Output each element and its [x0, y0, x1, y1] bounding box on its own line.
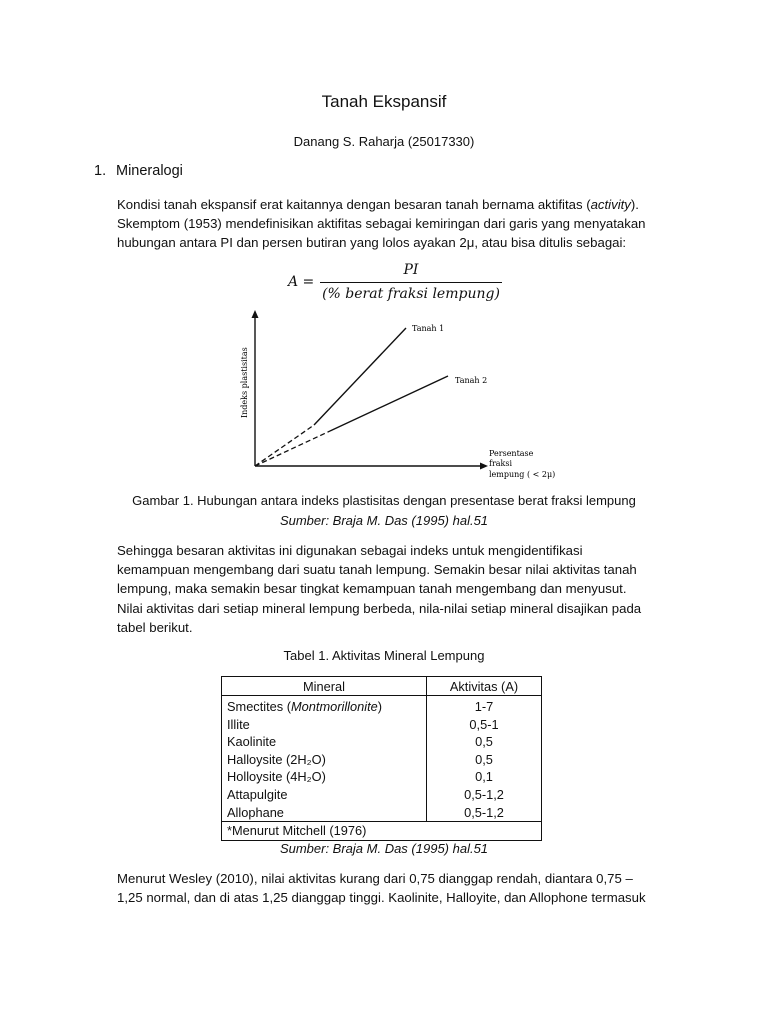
activity-cell: 1-7: [427, 696, 542, 716]
col-header-activity: Aktivitas (A): [427, 677, 542, 696]
author-line: Danang S. Raharja (25017330): [293, 134, 475, 149]
activity-table: [221, 676, 542, 841]
mineral-cell: Halloysite (2H₂O): [222, 751, 427, 769]
table-caption: Tabel 1. Aktivitas Mineral Lempung: [283, 648, 485, 663]
paragraph-3-line-1: Menurut Wesley (2010), nilai aktivitas kurang dari 0,75 dianggap rendah, diantara 0,75 –: [117, 871, 633, 886]
paragraph-2-line-4: Nilai aktivitas dari setiap mineral lempung berbeda, nila-nilai setiap mineral disajikan pada: [117, 600, 642, 616]
paragraph-2-line-1: Sehingga besaran aktivitas ini digunakan sebagai indeks untuk mengidentifikasi: [117, 543, 583, 558]
mineral-cell: Illite: [222, 716, 427, 734]
table-row: [222, 716, 542, 734]
tanah-1-label: Tanah 1: [412, 324, 445, 333]
section-number: 1.: [94, 163, 107, 179]
formula-lhs: A =: [288, 274, 315, 290]
table-row: [222, 786, 542, 804]
figure-caption: Gambar 1. Hubungan antara indeks plastisitas dengan presentase berat fraksi lempung: [132, 493, 636, 508]
mineral-cell: Allophane: [222, 804, 427, 822]
activity-cell: 0,5: [427, 733, 542, 751]
section-heading: [94, 163, 183, 179]
activity-cell: 0,1: [427, 768, 542, 786]
tanah-1-line: [314, 328, 406, 425]
document-title: Tanah Ekspansif: [321, 92, 447, 111]
mineral-cell: Holloysite (4H₂O): [222, 768, 427, 786]
figure-source: Sumber: Braja M. Das (1995) hal.51: [279, 513, 489, 528]
table-note: *Menurut Mitchell (1976): [222, 822, 542, 841]
table-note-row: [222, 822, 542, 841]
y-axis-arrow: [252, 310, 259, 318]
fraction-bar: [320, 282, 502, 283]
plasticity-figure: [230, 308, 570, 488]
tanah-2-label: Tanah 2: [455, 376, 488, 385]
x-axis-arrow: [480, 463, 488, 470]
col-header-mineral: Mineral: [222, 677, 427, 696]
activity-cell: 0,5-1,2: [427, 804, 542, 822]
paragraph-2-line-3: lempung, maka semakin besar tingkat kemampuan tanah mengembang dan menyusut.: [117, 581, 627, 597]
table-row: [222, 804, 542, 822]
tanah-2-line: [330, 376, 448, 431]
formula-numerator: PI: [403, 262, 419, 278]
mineral-cell: Attapulgite: [222, 786, 427, 804]
mineral-cell: Kaolinite: [222, 733, 427, 751]
activity-cell: 0,5: [427, 751, 542, 769]
paragraph-1-line-3: hubungan antara PI dan persen butiran yang lolos ayakan 2μ, atau bisa ditulis sebagai:: [117, 235, 627, 251]
paragraph-1-line-2: Skemptom (1953) mendefinisikan aktifitas sebagai kemiringan dari garis yang menyatakan: [117, 216, 646, 232]
paragraph-2: [117, 541, 677, 637]
tanah-1-dashed-segment: [255, 425, 314, 466]
activity-cell: 0,5-1,2: [427, 786, 542, 804]
paragraph-3-line-2: 1,25 normal, dan di atas 1,25 dianggap tinggi. Kaolinite, Halloyite, dan Allophone termasuk: [117, 890, 646, 906]
x-axis-label-3: lempung ( < 2μ): [489, 470, 556, 479]
paragraph-3: [117, 869, 677, 907]
formula-fraction: [320, 262, 502, 302]
mineral-cell: Smectites (Montmorillonite): [222, 696, 427, 716]
table-row: [222, 768, 542, 786]
table-source: Sumber: Braja M. Das (1995) hal.51: [279, 841, 489, 856]
table-row: [222, 733, 542, 751]
formula-denominator: (% berat fraksi lempung): [322, 286, 500, 302]
activity-cell: 0,5-1: [427, 716, 542, 734]
table-header-row: [222, 677, 542, 696]
paragraph-2-line-5: tabel berikut.: [117, 619, 193, 635]
table-row: [222, 751, 542, 769]
table-row: [222, 696, 542, 716]
paragraph-1-line-1: Kondisi tanah ekspansif erat kaitannya dengan besaran tanah bernama aktifitas (activity).: [117, 197, 639, 212]
y-axis-label: Indeks plastisitas: [240, 347, 249, 418]
section-title: Mineralogi: [116, 163, 183, 179]
tanah-2-dashed-segment: [255, 431, 330, 466]
x-axis-label-2: fraksi: [489, 459, 513, 468]
x-axis-label-1: Persentase: [489, 449, 534, 458]
paragraph-2-line-2: kemampuan mengembang dari suatu tanah lempung. Semakin besar nilai aktivitas tanah: [117, 562, 637, 578]
paragraph-1: [117, 195, 677, 253]
